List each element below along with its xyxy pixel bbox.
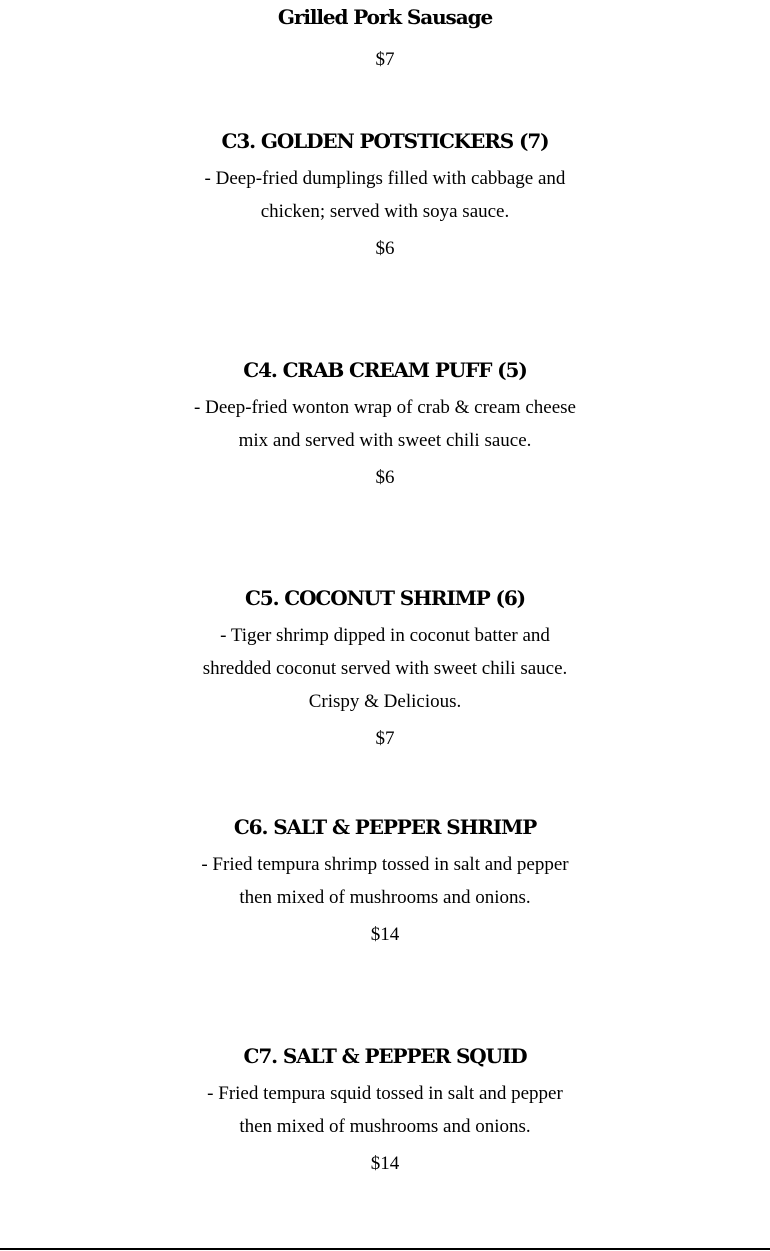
- menu-item-grilled-pork-sausage: [0, 3, 770, 73]
- menu-item-c7: [0, 1042, 770, 1177]
- menu-item-description: - Deep-fried dumplings filled with cabbage and chicken; served with soya sauce.: [204, 168, 566, 222]
- menu-item-c3: [0, 127, 770, 262]
- menu-item-price: $14: [370, 1153, 400, 1174]
- menu-item-price: $6: [375, 467, 395, 488]
- menu-item-title: C5. COCONUT SHRIMP (6): [244, 586, 526, 610]
- menu-item-title: C6. SALT & PEPPER SHRIMP: [233, 815, 537, 839]
- menu-item-title: C4. CRAB CREAM PUFF (5): [243, 358, 527, 382]
- bottom-divider: [0, 1248, 770, 1250]
- menu-item-description: - Fried tempura squid tossed in salt and pepper then mixed of mushrooms and onions.: [207, 1083, 563, 1137]
- menu-item-c5: [0, 584, 770, 752]
- menu-item-title: Grilled Pork Sausage: [277, 5, 493, 29]
- menu-item-price: $7: [375, 49, 395, 70]
- menu-item-c6: [0, 813, 770, 948]
- menu-item-title: C7. SALT & PEPPER SQUID: [243, 1044, 527, 1068]
- menu-item-price: $6: [375, 238, 395, 259]
- menu-item-description: - Tiger shrimp dipped in coconut batter and shredded coconut served with sweet chili sauce. Crispy & Delicious.: [202, 625, 568, 712]
- menu-item-c4: [0, 356, 770, 491]
- menu-item-title: C3. GOLDEN POTSTICKERS (7): [221, 129, 549, 153]
- menu-item-price: $14: [370, 924, 400, 945]
- menu-item-description: - Deep-fried wonton wrap of crab & cream cheese mix and served with sweet chili sauce.: [194, 397, 576, 451]
- menu-item-description: - Fried tempura shrimp tossed in salt and pepper then mixed of mushrooms and onions.: [201, 854, 569, 908]
- menu-item-price: $7: [375, 728, 395, 749]
